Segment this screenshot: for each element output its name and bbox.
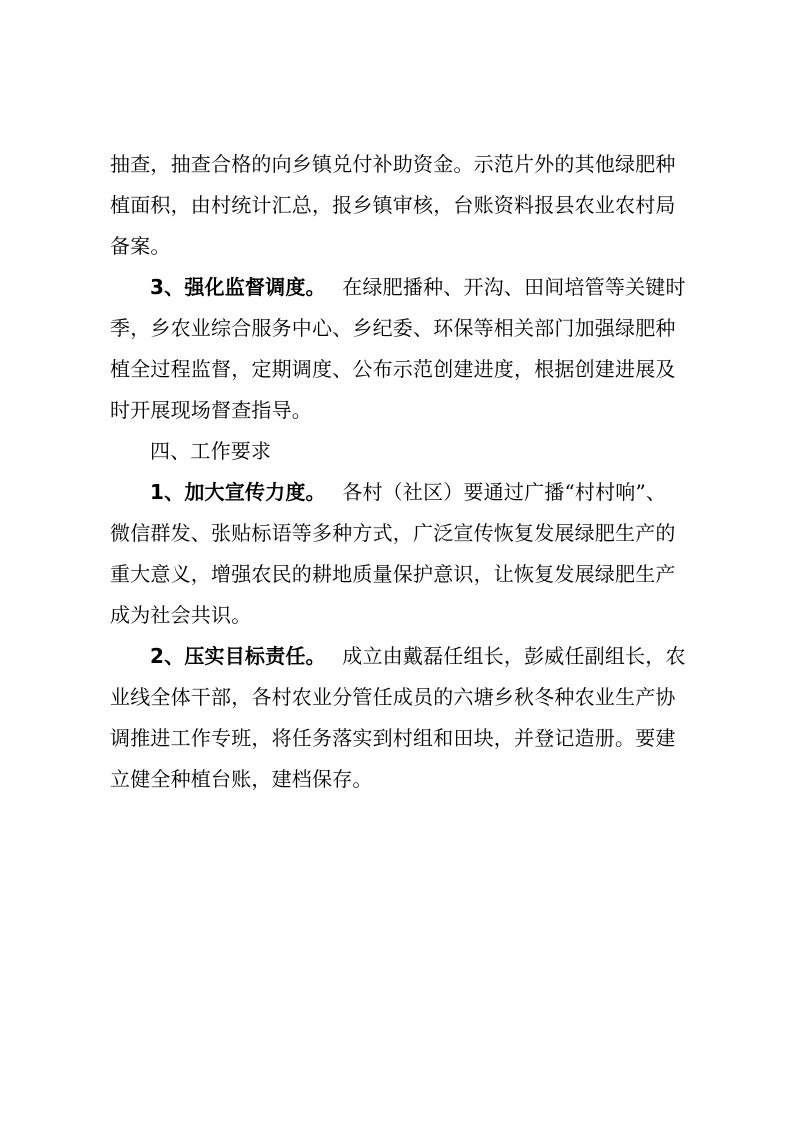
paragraph-line: 抽查，抽查合格的向乡镇兑付补助资金。示范片外的其他绿肥种 — [110, 152, 676, 176]
paragraph-line: 植全过程监督，定期调度、公布示范创建进度，根据创建进展及 — [110, 357, 676, 381]
paragraph-first-line — [150, 275, 686, 299]
paragraph-text: 各村（社区）要通过广播“村村响”、 — [342, 480, 667, 504]
paragraph-line: 调推进工作专班，将任务落实到村组和田块，并登记造册。要建 — [110, 726, 676, 750]
paragraph-line: 立健全种植台账，建档保存。 — [110, 767, 373, 791]
paragraph-line: 季，乡农业综合服务中心、乡纪委、环保等相关部门加强绿肥种 — [110, 316, 676, 340]
paragraph-line: 微信群发、张贴标语等多种方式，广泛宣传恢复发展绿肥生产的 — [110, 521, 676, 545]
paragraph-line: 重大意义，增强农民的耕地质量保护意识，让恢复发展绿肥生产 — [110, 562, 676, 586]
section-title: 四、工作要求 — [150, 439, 272, 463]
paragraph-line: 备案。 — [110, 234, 171, 258]
paragraph-heading: 2、压实目标责任。 — [150, 644, 326, 668]
paragraph-first-line — [150, 644, 686, 668]
paragraph-line: 时开展现场督查指导。 — [110, 398, 312, 422]
paragraph-heading: 1、加大宣传力度。 — [150, 480, 326, 504]
paragraph-heading: 3、强化监督调度。 — [150, 275, 326, 299]
paragraph-text: 成立由戴磊任组长，彭威任副组长，农 — [342, 644, 686, 668]
paragraph-first-line — [150, 480, 666, 504]
paragraph-line: 成为社会共识。 — [110, 603, 252, 627]
paragraph-line: 植面积，由村统计汇总，报乡镇审核，台账资料报县农业农村局 — [110, 193, 676, 217]
paragraph-text: 在绿肥播种、开沟、田间培管等关键时 — [342, 275, 686, 299]
paragraph-line: 业线全体干部，各村农业分管任成员的六塘乡秋冬种农业生产协 — [110, 685, 676, 709]
